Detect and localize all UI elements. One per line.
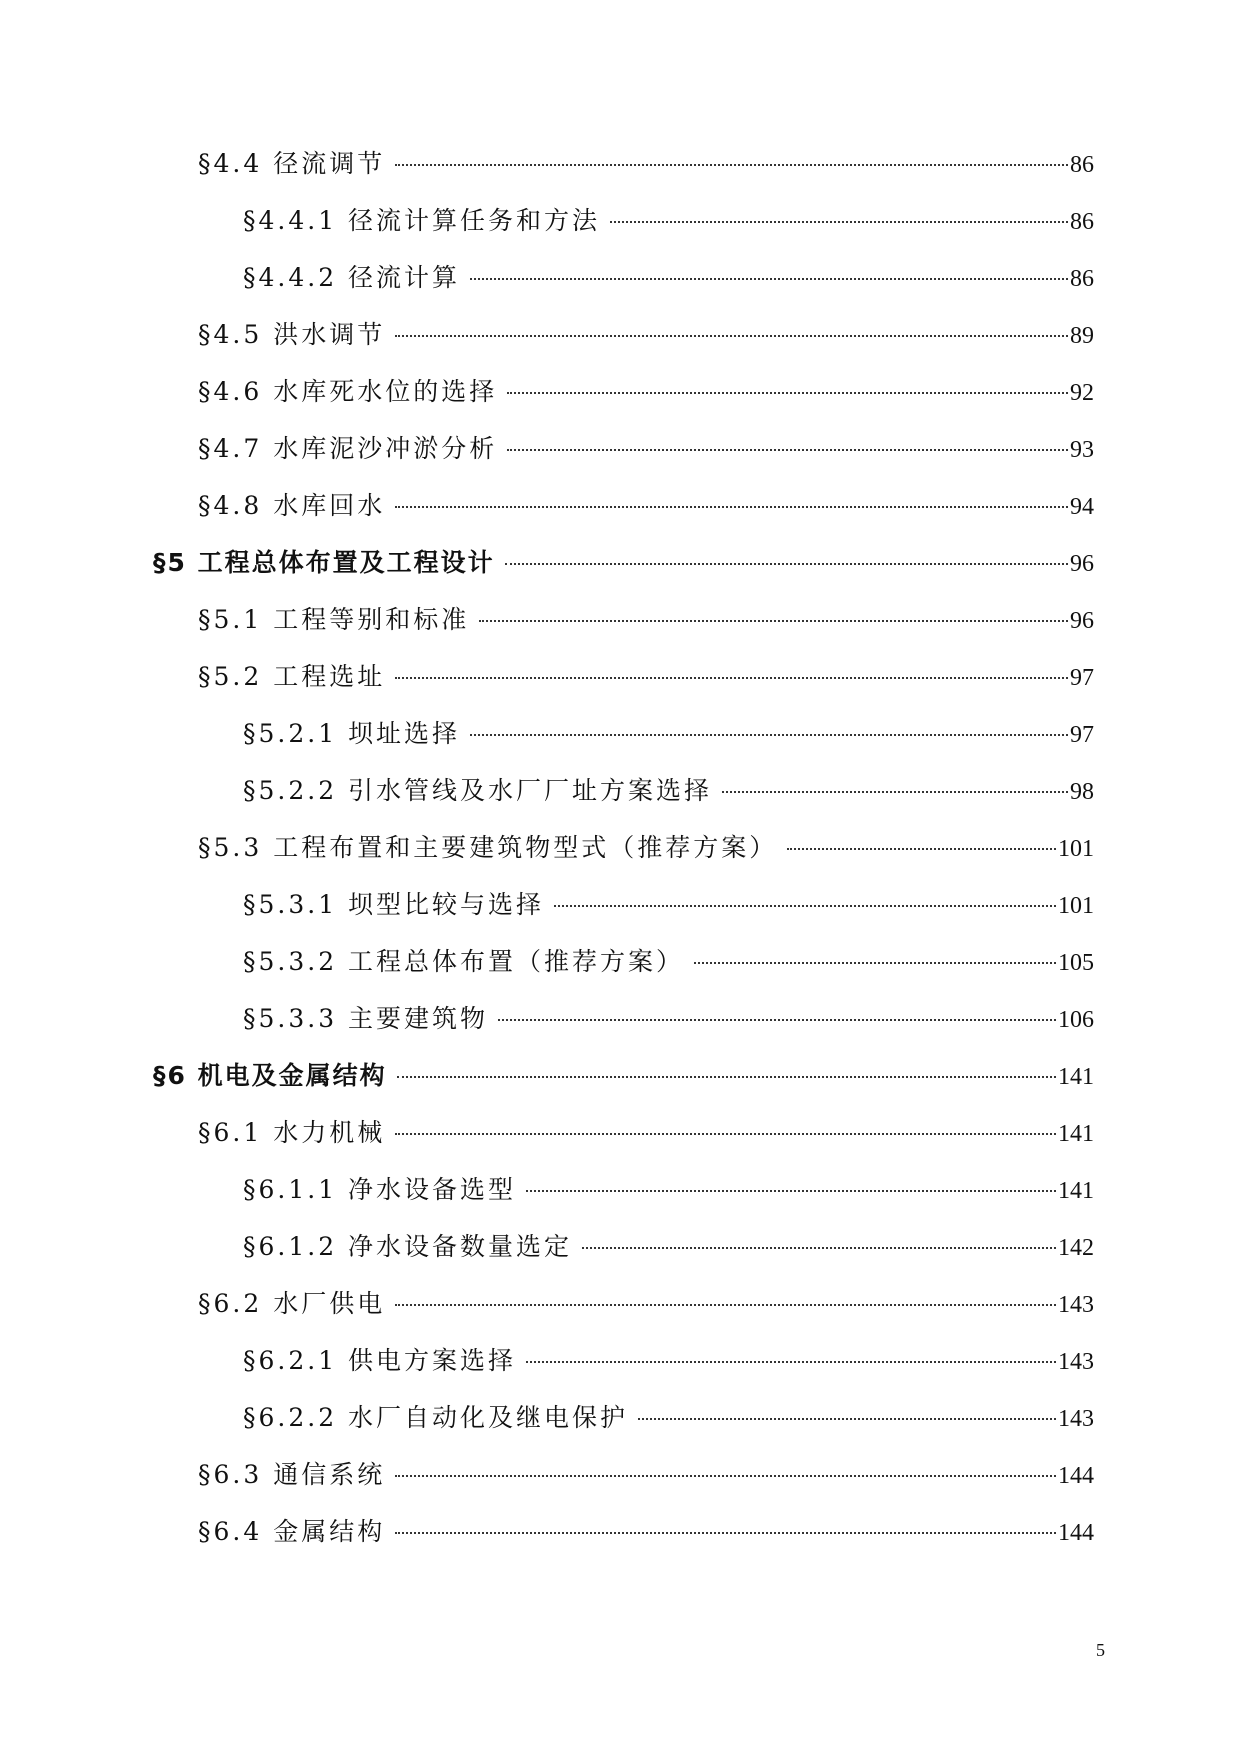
toc-leader-dots (505, 563, 1068, 565)
toc-entry[interactable] (0, 1344, 1241, 1401)
toc-entry[interactable] (0, 1515, 1241, 1572)
toc-entry[interactable] (0, 1173, 1241, 1230)
toc-entry-title: §5.2 工程选址 (198, 662, 386, 691)
toc-entry-title: §6.1 水力机械 (198, 1118, 386, 1147)
toc-entry-title: §4.5 洪水调节 (198, 320, 386, 349)
toc-leader-dots (526, 1190, 1056, 1192)
toc-entry-title: §6.2.1 供电方案选择 (243, 1346, 517, 1375)
toc-entry-page: 92 (1070, 380, 1094, 406)
toc-entry-title: §5.3 工程布置和主要建筑物型式（推荐方案） (198, 833, 778, 862)
toc-leader-dots (395, 1304, 1056, 1306)
toc-entry-title: §5.2.1 坝址选择 (243, 719, 461, 748)
toc-leader-dots (470, 734, 1068, 736)
toc-entry-page: 141 (1058, 1178, 1094, 1204)
toc-entry[interactable] (0, 1116, 1241, 1173)
toc-entry[interactable] (0, 945, 1241, 1002)
toc-entry-title: §5.3.1 坝型比较与选择 (243, 890, 545, 919)
toc-entry-page: 143 (1058, 1349, 1094, 1375)
toc-entry-page: 141 (1058, 1121, 1094, 1147)
toc-entry-title: §6.3 通信系统 (198, 1460, 386, 1489)
toc-entry-page: 93 (1070, 437, 1094, 463)
toc-entry-page: 97 (1070, 722, 1094, 748)
toc-entry[interactable] (0, 774, 1241, 831)
toc-entry[interactable] (0, 888, 1241, 945)
toc-entry-page: 142 (1058, 1235, 1094, 1261)
toc-entry[interactable] (0, 147, 1241, 204)
toc-entry[interactable] (0, 1002, 1241, 1059)
toc-entry[interactable] (0, 318, 1241, 375)
toc-entry-page: 101 (1058, 836, 1094, 862)
toc-entry-page: 144 (1058, 1520, 1094, 1546)
toc-leader-dots (507, 392, 1068, 394)
toc-entry-title: §6.1.2 净水设备数量选定 (243, 1232, 573, 1261)
toc-entry-title: §5.2.2 引水管线及水厂厂址方案选择 (243, 776, 713, 805)
toc-leader-dots (395, 1532, 1056, 1534)
toc-entry-page: 105 (1058, 950, 1094, 976)
toc-entry[interactable] (0, 432, 1241, 489)
toc-entry-title: §5.3.3 主要建筑物 (243, 1004, 489, 1033)
toc-leader-dots (526, 1361, 1056, 1363)
toc-entry-page: 96 (1070, 551, 1094, 577)
toc-leader-dots (498, 1019, 1056, 1021)
toc-entry-title: §6.1.1 净水设备选型 (243, 1175, 517, 1204)
toc-entry-title: §4.7 水库泥沙冲淤分析 (198, 434, 498, 463)
toc-entry-page: 144 (1058, 1463, 1094, 1489)
toc-entry[interactable] (0, 1458, 1241, 1515)
toc-leader-dots (582, 1247, 1056, 1249)
toc-leader-dots (722, 791, 1068, 793)
toc-entry-page: 143 (1058, 1292, 1094, 1318)
page-number: 5 (1096, 1640, 1105, 1660)
toc-leader-dots (395, 335, 1068, 337)
toc-leader-dots (479, 620, 1068, 622)
toc-entry-page: 86 (1070, 266, 1094, 292)
toc-leader-dots (395, 1133, 1056, 1135)
toc-entry-page: 96 (1070, 608, 1094, 634)
toc-leader-dots (694, 962, 1056, 964)
toc-entry-title: §4.6 水库死水位的选择 (198, 377, 498, 406)
toc-chapter-entry[interactable] (0, 1059, 1241, 1116)
toc-leader-dots (638, 1418, 1056, 1420)
toc-entry-page: 101 (1058, 893, 1094, 919)
toc-entry-title: §5.3.2 工程总体布置（推荐方案） (243, 947, 685, 976)
toc-leader-dots (397, 1076, 1056, 1078)
toc-entry-title: §4.8 水库回水 (198, 491, 386, 520)
toc-entry-title: §6.2 水厂供电 (198, 1289, 386, 1318)
toc-entry-page: 86 (1070, 152, 1094, 178)
toc-entry[interactable] (0, 489, 1241, 546)
toc-leader-dots (470, 278, 1068, 280)
toc-entry-title: §6.2.2 水厂自动化及继电保护 (243, 1403, 629, 1432)
toc-leader-dots (787, 848, 1056, 850)
toc-leader-dots (395, 1475, 1056, 1477)
toc-entry-title: §5.1 工程等别和标准 (198, 605, 470, 634)
toc-entry[interactable] (0, 1230, 1241, 1287)
toc-entry-title: §4.4.1 径流计算任务和方法 (243, 206, 601, 235)
toc-entry-title: §5 工程总体布置及工程设计 (153, 548, 495, 577)
toc-leader-dots (610, 221, 1068, 223)
toc-entry[interactable] (0, 831, 1241, 888)
toc-entry[interactable] (0, 1287, 1241, 1344)
toc-entry-title: §4.4.2 径流计算 (243, 263, 461, 292)
toc-entry-page: 89 (1070, 323, 1094, 349)
toc-entry-page: 106 (1058, 1007, 1094, 1033)
toc-leader-dots (507, 449, 1068, 451)
toc-leader-dots (554, 905, 1056, 907)
toc-entry-page: 143 (1058, 1406, 1094, 1432)
toc-entry-title: §4.4 径流调节 (198, 149, 386, 178)
toc-leader-dots (395, 506, 1068, 508)
toc-entry[interactable] (0, 261, 1241, 318)
toc-chapter-entry[interactable] (0, 546, 1241, 603)
toc-entry-page: 94 (1070, 494, 1094, 520)
toc-leader-dots (395, 677, 1068, 679)
toc-leader-dots (395, 164, 1068, 166)
toc-entry-title: §6.4 金属结构 (198, 1517, 386, 1546)
toc-entry[interactable] (0, 1401, 1241, 1458)
toc-entry[interactable] (0, 204, 1241, 261)
toc-entry[interactable] (0, 717, 1241, 774)
toc-entry[interactable] (0, 603, 1241, 660)
toc-entry-page: 141 (1058, 1064, 1094, 1090)
toc-entry[interactable] (0, 660, 1241, 717)
toc-entry-page: 98 (1070, 779, 1094, 805)
toc-entry[interactable] (0, 375, 1241, 432)
toc-entry-title: §6 机电及金属结构 (153, 1061, 387, 1090)
table-of-contents (0, 147, 1241, 1572)
toc-entry-page: 97 (1070, 665, 1094, 691)
toc-entry-page: 86 (1070, 209, 1094, 235)
